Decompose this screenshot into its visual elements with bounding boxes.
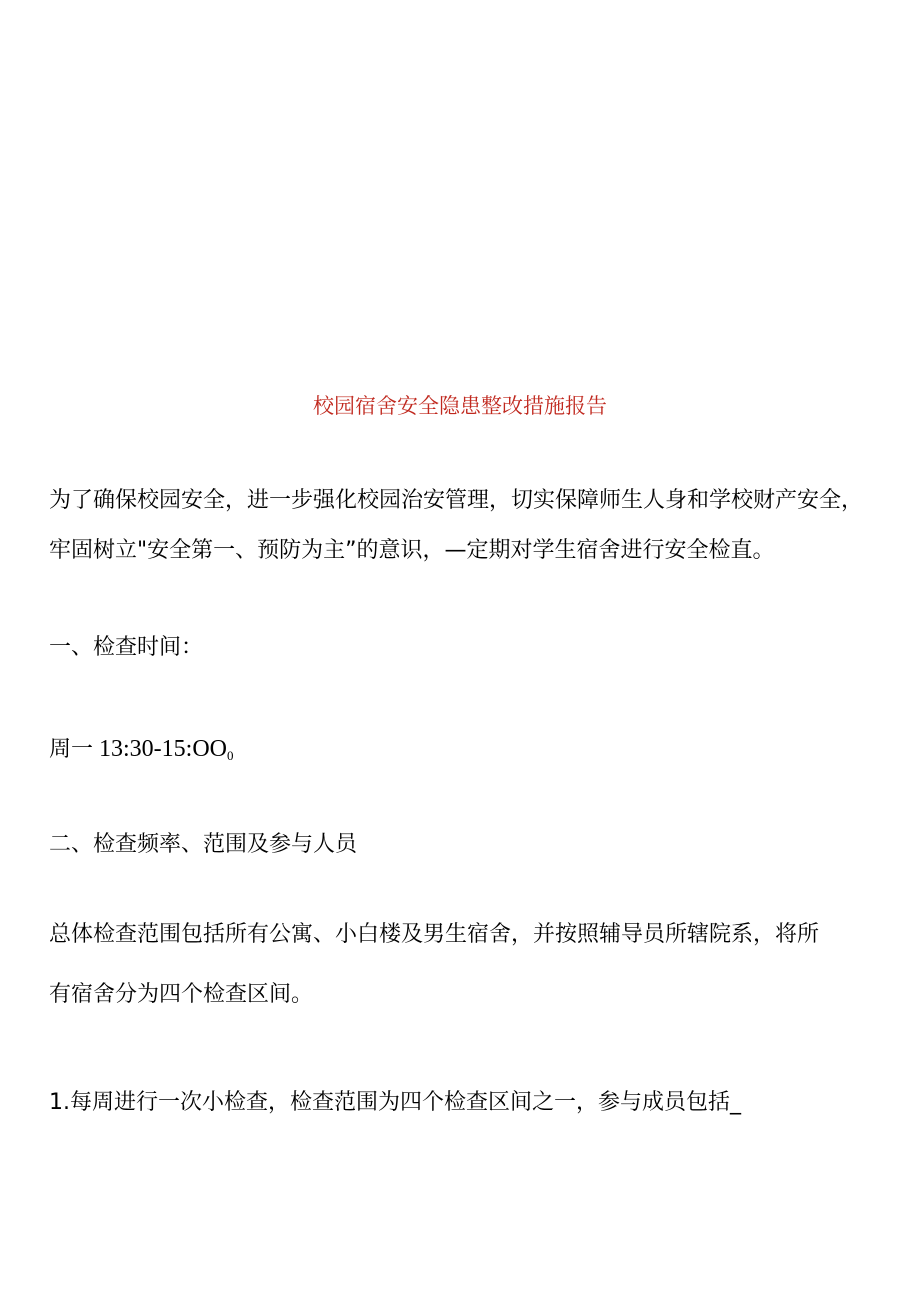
inspection-time-subscript: 0 <box>227 748 234 763</box>
document-title: 校园宿舍安全隐患整改措施报告 <box>313 394 607 418</box>
inspection-time-range: 13:30-15:OO <box>99 736 228 762</box>
intro-paragraph-line-2: 牢固树立"安全第一、预防为主”的意识，—定期对学生宿舍进行安全检直。 <box>49 538 775 563</box>
inspection-time-weekday: 周一 <box>49 737 94 762</box>
scope-paragraph-line-1: 总体检查范围包括所有公寓、小白楼及男生宿舍，并按照辅导员所辖院系，将所 <box>49 922 820 947</box>
inspection-time-value <box>49 734 234 771</box>
section-heading-frequency-scope: 二、检查频率、范围及参与人员 <box>49 832 358 857</box>
intro-paragraph-line-1: 为了确保校园安全，进一步强化校园治安管理，切实保障师生人身和学校财产安全， <box>49 488 864 513</box>
scope-paragraph-line-2: 有宿舍分为四个检查区间。 <box>49 982 314 1007</box>
list-item-weekly-check: 1.每周进行一次小检查，检查范围为四个检查区间之一，参与成员包括_ <box>49 1090 741 1115</box>
section-heading-inspection-time: 一、检查时间： <box>49 635 204 660</box>
